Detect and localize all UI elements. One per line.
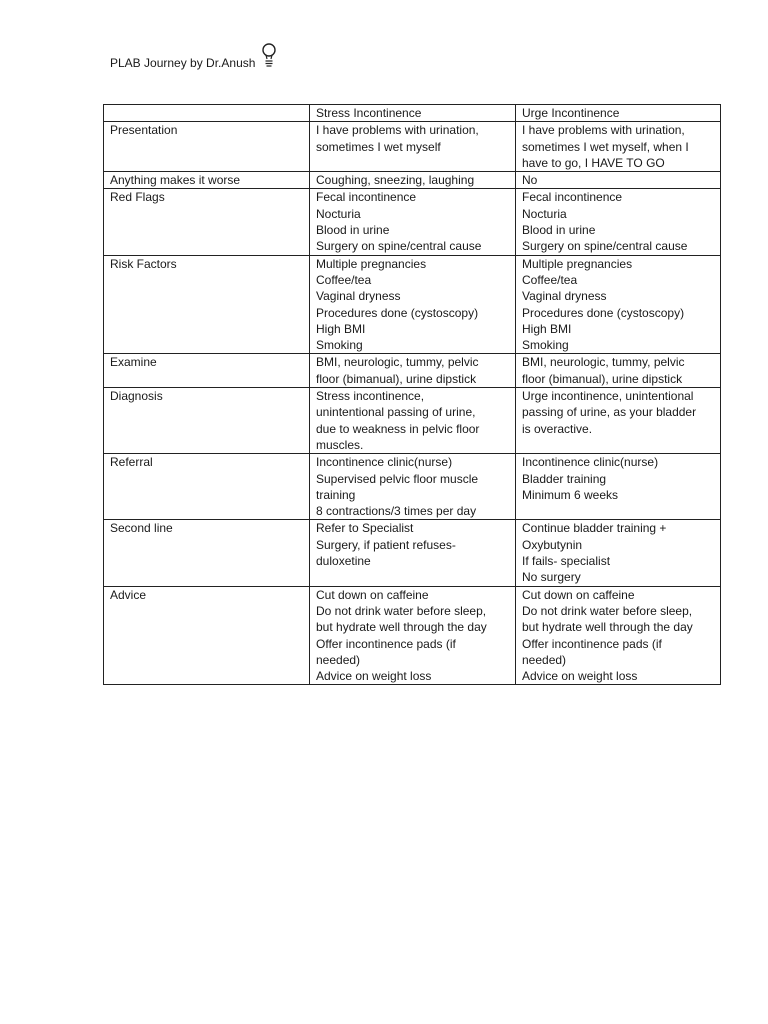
urge-line: Vaginal dryness [522, 289, 607, 304]
urge-line: Continue bladder training + [522, 521, 667, 536]
urge-line: but hydrate well through the day [522, 620, 693, 635]
urge-line: No surgery [522, 570, 581, 585]
stress-line: unintentional passing of urine, [316, 405, 476, 420]
stress-line: Procedures done (cystoscopy) [316, 305, 479, 320]
stress-line: but hydrate well through the day [316, 620, 487, 635]
urge-line: Oxybutynin [522, 537, 583, 552]
stress-line: duloxetine [316, 554, 371, 569]
table-row [104, 454, 721, 520]
urge-line: Multiple pregnancies [522, 256, 633, 271]
stress-line: Supervised pelvic floor muscle [316, 471, 479, 486]
stress-line: Cut down on caffeine [316, 587, 429, 602]
stress-line: Fecal incontinence [316, 190, 417, 205]
stress-line: Coughing, sneezing, laughing [316, 173, 475, 188]
urge-line: Fecal incontinence [522, 190, 623, 205]
urge-line: Procedures done (cystoscopy) [522, 305, 685, 320]
urge-cell [516, 172, 721, 189]
row-label: Diagnosis [104, 388, 310, 454]
urge-line: floor (bimanual), urine dipstick [522, 371, 683, 386]
stress-cell [310, 172, 516, 189]
urge-line: I have problems with urination, [522, 123, 685, 138]
urge-line: No [522, 173, 538, 188]
urge-cell [516, 520, 721, 586]
header-cell-urge: Urge Incontinence [516, 105, 721, 122]
stress-line: Multiple pregnancies [316, 256, 427, 271]
urge-line: Surgery on spine/central cause [522, 239, 688, 254]
table-row [104, 189, 721, 255]
header-cell-stress: Stress Incontinence [310, 105, 516, 122]
urge-line: is overactive. [522, 421, 593, 436]
row-label: Anything makes it worse [104, 172, 310, 189]
stress-line: needed) [316, 652, 361, 667]
document-title: PLAB Journey by Dr.Anush [110, 56, 256, 70]
stress-line: muscles. [316, 437, 364, 452]
table-row [104, 586, 721, 685]
urge-cell [516, 122, 721, 172]
urge-line: High BMI [522, 321, 572, 336]
document-header [110, 40, 277, 72]
stress-line: Do not drink water before sleep, [316, 603, 487, 618]
urge-cell [516, 388, 721, 454]
urge-line: Coffee/tea [522, 272, 578, 287]
stress-cell [310, 520, 516, 586]
stress-line: Coffee/tea [316, 272, 372, 287]
urge-cell [516, 189, 721, 255]
stress-cell [310, 189, 516, 255]
incontinence-comparison-table [103, 104, 721, 685]
stress-cell [310, 388, 516, 454]
urge-cell [516, 586, 721, 685]
urge-line: Cut down on caffeine [522, 587, 635, 602]
stress-line: Incontinence clinic(nurse) [316, 455, 453, 470]
urge-line: BMI, neurologic, tummy, pelvic [522, 355, 685, 370]
urge-line: Advice on weight loss [522, 669, 638, 684]
stress-line: Surgery, if patient refuses- [316, 537, 456, 552]
row-label: Referral [104, 454, 310, 520]
urge-line: have to go, I HAVE TO GO [522, 155, 665, 170]
row-label: Risk Factors [104, 255, 310, 354]
stress-line: Offer incontinence pads (if [316, 636, 456, 651]
urge-line: Minimum 6 weeks [522, 487, 619, 502]
table-header-row [104, 105, 721, 122]
stress-line: Blood in urine [316, 223, 390, 238]
stress-line: I have problems with urination, [316, 123, 479, 138]
urge-line: Bladder training [522, 471, 607, 486]
urge-line: If fails- specialist [522, 554, 611, 569]
row-label: Red Flags [104, 189, 310, 255]
stress-line: Nocturia [316, 206, 361, 221]
urge-line: needed) [522, 652, 567, 667]
stress-line: Stress incontinence, [316, 389, 425, 404]
urge-line: Smoking [522, 338, 569, 353]
urge-cell [516, 255, 721, 354]
stress-cell [310, 122, 516, 172]
table-row [104, 255, 721, 354]
stress-line: Smoking [316, 338, 363, 353]
urge-line: Incontinence clinic(nurse) [522, 455, 659, 470]
urge-cell [516, 354, 721, 388]
header-cell-empty [104, 105, 310, 122]
urge-line: Nocturia [522, 206, 567, 221]
table-row [104, 520, 721, 586]
stress-line: Surgery on spine/central cause [316, 239, 482, 254]
row-label: Second line [104, 520, 310, 586]
urge-line: Urge incontinence, unintentional [522, 389, 694, 404]
stress-line: Refer to Specialist [316, 521, 414, 536]
stress-line: Vaginal dryness [316, 289, 401, 304]
stress-cell [310, 454, 516, 520]
stress-line: training [316, 487, 356, 502]
urge-line: Blood in urine [522, 223, 596, 238]
stress-line: 8 contractions/3 times per day [316, 504, 477, 519]
table-row [104, 388, 721, 454]
stress-cell [310, 354, 516, 388]
stress-cell [310, 586, 516, 685]
stress-line: sometimes I wet myself [316, 139, 441, 154]
urge-line: sometimes I wet myself, when I [522, 139, 689, 154]
urge-line: passing of urine, as your bladder [522, 405, 697, 420]
stress-line: due to weakness in pelvic floor [316, 421, 480, 436]
table-row [104, 172, 721, 189]
stress-line: Advice on weight loss [316, 669, 432, 684]
stress-line: BMI, neurologic, tummy, pelvic [316, 355, 479, 370]
row-label: Examine [104, 354, 310, 388]
table-row [104, 354, 721, 388]
urge-line: Do not drink water before sleep, [522, 603, 693, 618]
lightbulb-icon [261, 42, 277, 70]
stress-line: floor (bimanual), urine dipstick [316, 371, 477, 386]
urge-cell [516, 454, 721, 520]
urge-line: Offer incontinence pads (if [522, 636, 662, 651]
stress-cell [310, 255, 516, 354]
table-row [104, 122, 721, 172]
stress-line: High BMI [316, 321, 366, 336]
row-label: Presentation [104, 122, 310, 172]
row-label: Advice [104, 586, 310, 685]
